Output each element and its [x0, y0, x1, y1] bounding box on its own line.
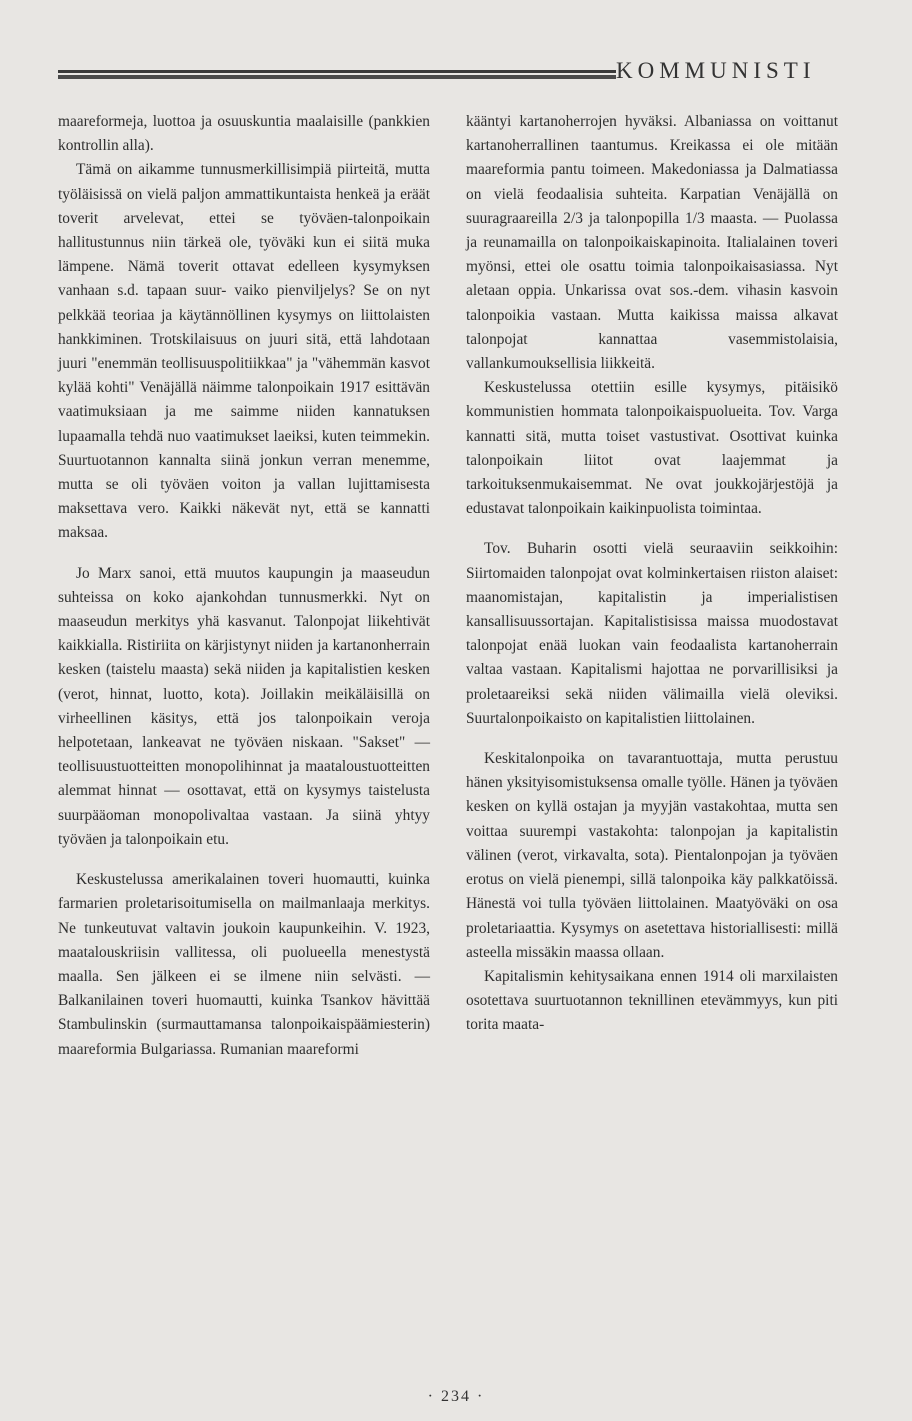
left-column — [58, 110, 430, 1062]
paragraph: Keskustelussa otettiin esille kysymys, pitäisikö kommunistien hommata talonpoikaispuolueita. Tov. Varga kannatti sitä, mutta toiset vastustivat. Osottivat kuinka talonpoikain liitot ovat laajemmat ja tarkoituksenmukaisemmat. Ne ovat joukkojärjestöjä ja edustavat talonpoikain kaikinpuolista toimintaa. — [466, 379, 838, 518]
paragraph: Jo Marx sanoi, että muutos kaupungin ja maaseudun suhteissa on koko ajankohdan tunnusmerkki. Nyt on maaseudun merkitys yhä kasvanut. Talonpojat liikehtivät kaikkialla. Ristiriita on kärjistynyt niiden ja kartanonherrain kesken (taistelu maasta) sekä niiden ja kapitalistien kesken (verot, hinnat, luotto, kota). Joillakin meikäläisillä on virheellinen käsitys, että jos talonpoikain veroja helpotetaan, lankeavat ne työväen niskaan. "Sakset" — teollisuustuotteitten monopolihinnat ja maataloustuotteitten alemmat hinnat — osottavat, että on kysymys taistelusta suurpääoman monopolivaltaa vastaan. Ja siinä yhtyy työväen ja talonpoikain etu. — [58, 564, 430, 848]
paragraph: maareformeja, luottoa ja osuuskuntia maalaisille (pankkien kontrollin alla). — [58, 113, 430, 155]
paragraph: Tämä on aikamme tunnusmerkillisimpiä piirteitä, mutta työläisissä on vielä paljon ammattikuntaista henkeä ja eräät toverit arvelevat, ettei se työväen-talonpoikain hallitustunnus niin tärkeä ole, työväki kun ei siitä muka lämpene. Nämä toverit ottavat edelleen kysymyksen vanhaan s.d. tapaan suur- vaiko pienviljelys? Se on nyt pelkkää teoriaa ja käytännöllinen kysymys on liittolaisten hankkiminen. Trotskilaisuus on juuri sitä, että lahdotaan juuri "enemmän teollisuuspolitiikkaa" ja "vähemmän kasvot kylää kohti" Venäjällä näimme talonpoikain 1917 esittävän vaatimuksiaan ja me saimme niiden kannatuksen lupaamalla tehdä nuo vaatimukset laeiksi, kuten teimmekin. Suurtuotannon kannalta siinä jonkun verran menemme, mutta se oli työväen voiton ja vallan lujittamisesta maksettava vero. Kaikki näkevät nyt, että se kannatti maksaa. — [58, 161, 430, 542]
paragraph: kääntyi kartanoherrojen hyväksi. Albaniassa on voittanut kartanoherrallinen taantumus. Kreikassa ei ole mitään maareformia pantu toimeen. Makedoniassa ja Dalmatiassa on vielä feodaalisia suhteita. Karpatian Venäjällä on suuragraareilla 2/3 ja talonpopilla 1/3 maasta. — Puolassa ja reunamailla on talonpoikaiskapinoita. Italialainen toveri myönsi, ettei ole osattu toimia talonpoikaisasiassa. Nyt aletaan oppia. Unkarissa ovat sos.-dem. vihasin kasvoin talonpoikia vastaan. Mutta kaikissa maissa alkavat talonpojat kannattaa vasemmistolaisia, vallankumouksellisia liikkeitä. — [466, 113, 838, 373]
paragraph: Keskustelussa amerikalainen toveri huomautti, kuinka farmarien proletarisoitumisella on mailmanlaaja merkitys. Ne tunkeutuvat valtavin joukoin kaupunkeihin. V. 1923, maatalouskriisin vallitessa, oli puolueella menestystä maalla. Sen jälkeen ei se ilmene niin selvästi. — Balkanilainen toveri huomautti, kuinka Tsankov hävittää Stambulinskin (surmauttamansa talonpoikaispäämiesterin) maareformia Bulgariassa. Rumanian maareformi — [58, 871, 430, 1058]
page-number: · 234 · — [427, 1388, 485, 1405]
header-rule — [58, 70, 616, 79]
paragraph: Kapitalismin kehitysaikana ennen 1914 oli marxilaisten osotettava suurtuotannon teknillinen etevämmyys, kun piti torita maata- — [466, 967, 838, 1034]
right-column — [466, 110, 838, 1038]
paragraph: Tov. Buharin osotti vielä seuraaviin seikkoihin: Siirtomaiden talonpojat ovat kolminkertaisen riiston alaiset: maanomistajan, kapitalistin ja imperialistisen kansallisuussortajan. Kapitalistisissa maissa muodostavat talonpojat enää luokan vain feodaalista kartanoherrain valtaa vastaan. Kapitalismi hajottaa ne porvarillisiksi ja proletaareiksi sekä niiden välimailla vielä oleviksi. Suurtalonpoikaisto on kapitalistien liittolainen. — [466, 540, 838, 727]
paragraph: Keskitalonpoika on tavarantuottaja, mutta perustuu hänen yksityisomistuksensa omalle työlle. Hänen ja työväen kesken on kyllä ostajan ja myyjän vastakohtaa, mutta sen voittaa suurempi vastakohta: talonpojan ja kapitalistin välinen (verot, virkavalta, sota). Pientalonpojan ja työväen erotus on vielä pienempi, sillä talonpoika käy palkkatöissä. Hänestä voi tulla työväen liittolainen. Maatyöväki on osa proletariaattia. Kysymys on asetettava historiallisesti: millä asteella missäkin maassa ollaan. — [466, 750, 838, 961]
journal-title: KOMMUNISTI — [616, 58, 816, 83]
